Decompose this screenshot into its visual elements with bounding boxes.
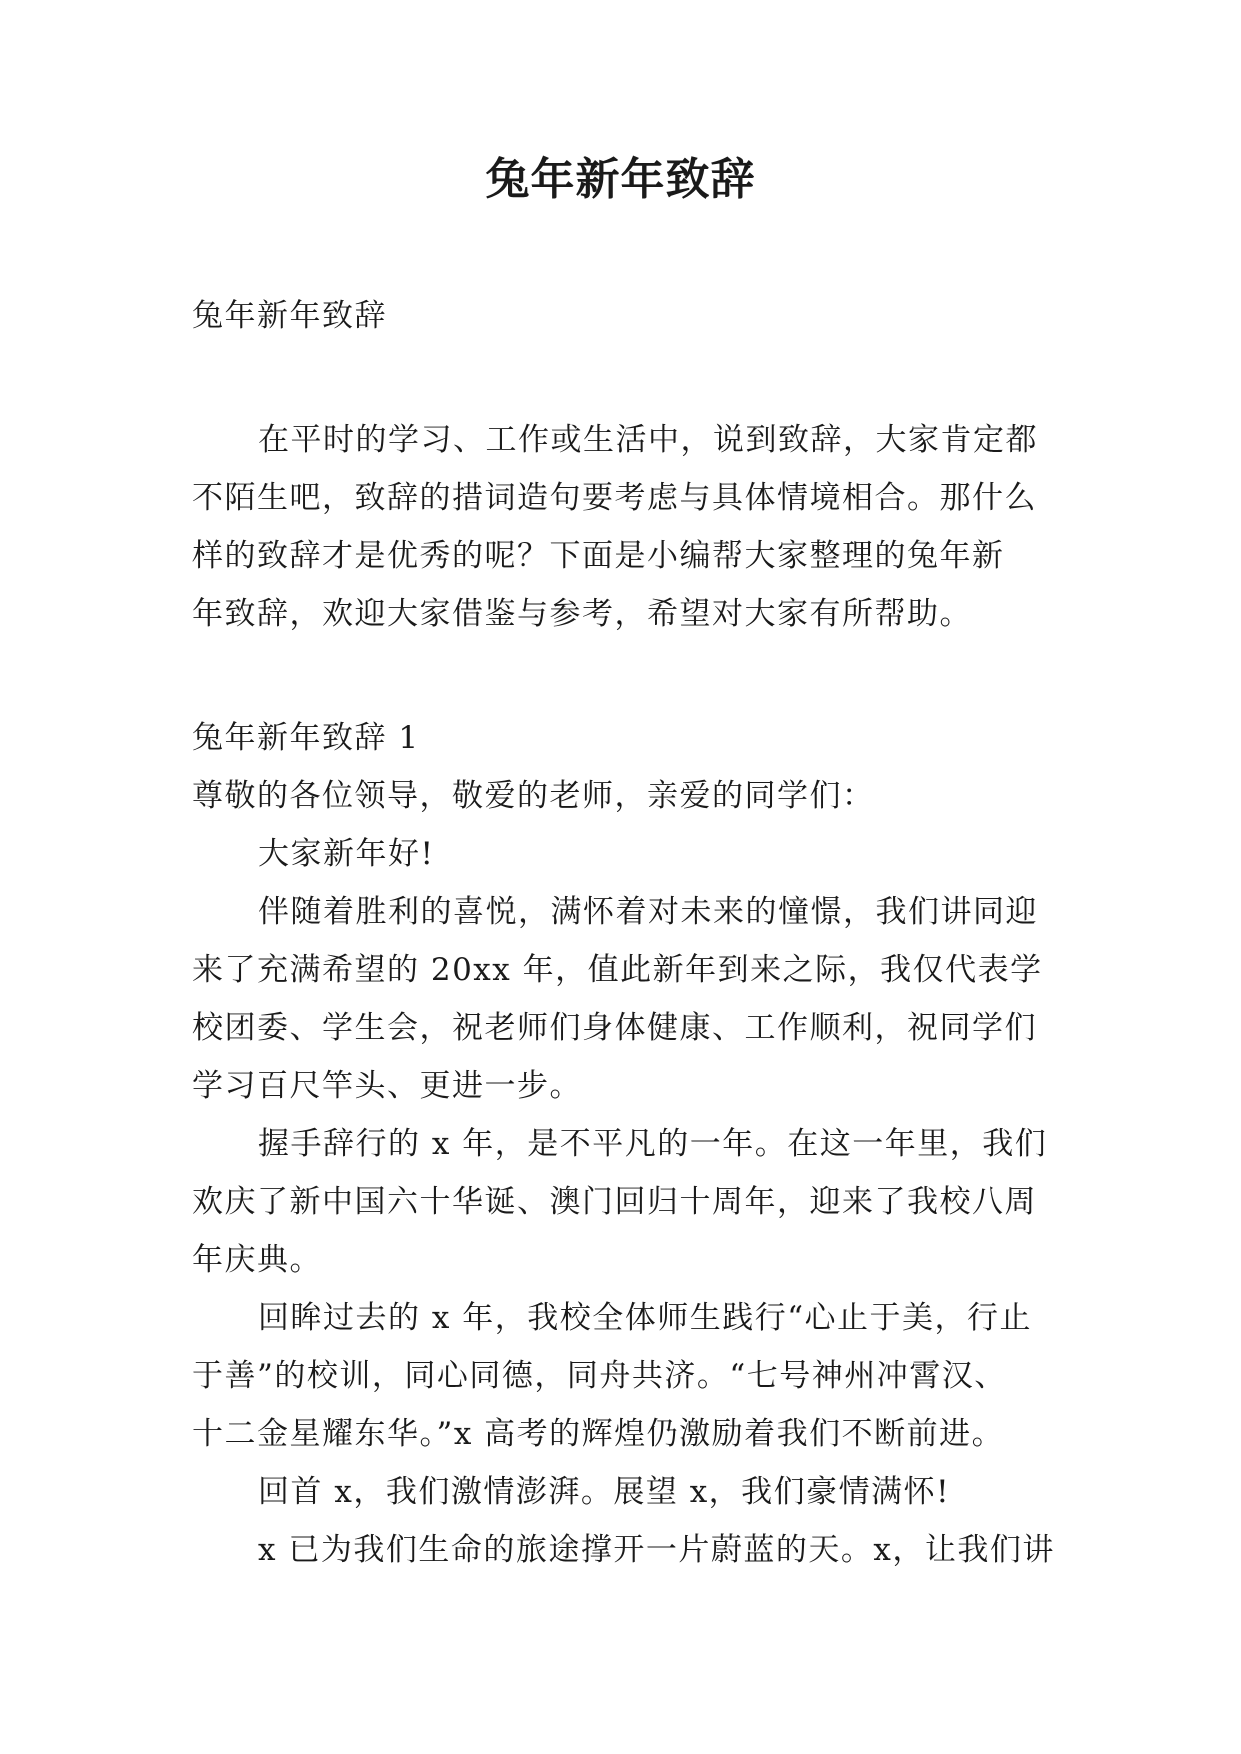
paragraph-line: 十二金星耀东华。”x 高考的辉煌仍激励着我们不断前进。 — [192, 1416, 1005, 1452]
intro-line: 年致辞，欢迎大家借鉴与参考，希望对大家有所帮助。 — [192, 596, 972, 632]
spacer — [192, 345, 1052, 411]
paragraph-line: 伴随着胜利的喜悦，满怀着对未来的憧憬，我们讲同迎 — [258, 894, 1038, 930]
document-title: 兔年新年致辞 — [485, 154, 756, 205]
paragraph-line: 握手辞行的 x 年，是不平凡的一年。在这一年里，我们 — [258, 1126, 1048, 1162]
paragraph-line: 回首 x，我们激情澎湃。展望 x，我们豪情满怀! — [258, 1474, 951, 1510]
document-body — [192, 287, 1055, 1579]
paragraph — [192, 1289, 1052, 1463]
spacer — [192, 643, 1052, 709]
paragraph-line: 回眸过去的 x 年，我校全体师生践行“心止于美，行止 — [258, 1300, 1033, 1336]
paragraph-line: 来了充满希望的 20xx 年，值此新年到来之际，我仅代表学 — [192, 952, 1043, 988]
paragraph — [192, 1463, 1052, 1521]
intro-line: 在平时的学习、工作或生活中，说到致辞，大家肯定都 — [258, 422, 1038, 458]
intro-line: 不陌生吧，致辞的措词造句要考虑与具体情境相合。那什么 — [192, 480, 1037, 516]
paragraph-line: 学习百尺竿头、更进一步。 — [192, 1068, 582, 1104]
paragraph-line: x 已为我们生命的旅途撑开一片蔚蓝的天。x，让我们讲 — [258, 1532, 1055, 1568]
paragraph — [192, 1115, 1052, 1289]
paragraph — [192, 883, 1052, 1115]
section-title: 兔年新年致辞 1 — [192, 720, 420, 756]
paragraph-line: 校团委、学生会，祝老师们身体健康、工作顺利，祝同学们 — [192, 1010, 1037, 1046]
paragraph — [192, 1521, 1055, 1579]
intro-line: 样的致辞才是优秀的呢？下面是小编帮大家整理的兔年新 — [192, 538, 1005, 574]
intro-paragraph — [192, 411, 1052, 643]
greeting: 大家新年好! — [258, 836, 435, 872]
document-heading: 兔年新年致辞 — [192, 298, 387, 334]
paragraph-line: 年庆典。 — [192, 1242, 322, 1278]
paragraph-line: 于善”的校训，同心同德，同舟共济。“七号神州冲霄汉、 — [192, 1358, 1007, 1394]
paragraph-line: 欢庆了新中国六十华诞、澳门回归十周年，迎来了我校八周 — [192, 1184, 1037, 1220]
salutation: 尊敬的各位领导，敬爱的老师，亲爱的同学们： — [192, 778, 875, 814]
